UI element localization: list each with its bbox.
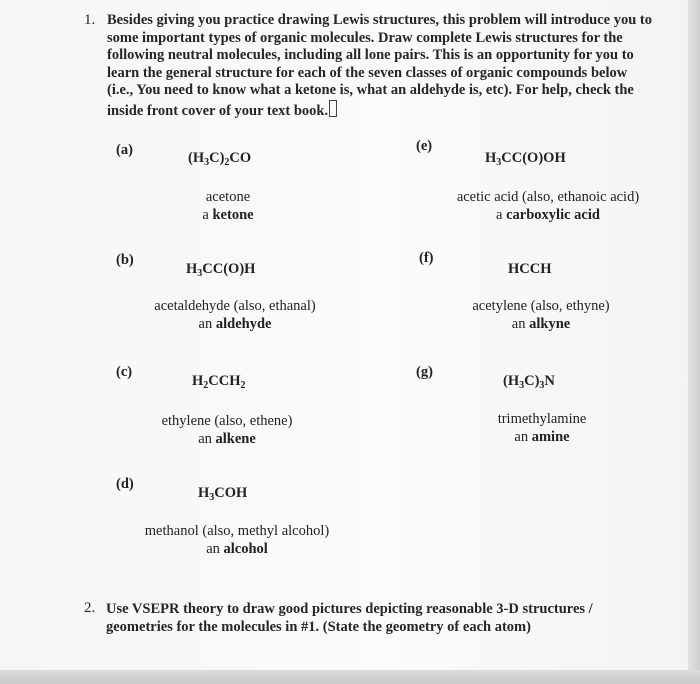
item-a-label: (a) (116, 142, 133, 158)
item-b-name: acetaldehyde (also, ethanal) an aldehyde (154, 298, 316, 332)
item-f-name: acetylene (also, ethyne) an alkyne (472, 298, 610, 332)
item-d-label: (d) (116, 476, 134, 492)
page-edge-bottom (0, 670, 700, 684)
item-f-class: alkyne (529, 316, 571, 332)
item-c-formula: $H_2CCH_2$ (192, 373, 246, 391)
item-c-name: ethylene (also, ethene) an alkene (161, 413, 293, 447)
item-f-formula: HCCH (508, 261, 552, 277)
item-g-name: trimethylamine an amine (497, 411, 587, 445)
item-d-class: alcohol (223, 541, 268, 557)
question-1-number: 1. (84, 12, 96, 28)
item-c-label: (c) (116, 364, 133, 380)
item-a-formula: $(H_3C)_2CO$ (188, 150, 252, 168)
item-a-class: ketone (212, 207, 254, 223)
item-e-name: acetic acid (also, ethanoic acid) a carboxylic acid (456, 189, 640, 223)
text-cursor-box (329, 100, 337, 117)
page-edge-right (688, 0, 700, 684)
question-2-text: Use VSEPR theory to draw good pictures depicting reasonable 3-D structures / geometries for the molecules in #1. (State the geometry of each atom) (106, 601, 593, 635)
item-e-formula: $H_3CC(O)OH$ (485, 150, 566, 168)
item-f-label: (f) (419, 250, 434, 266)
item-g-formula: $(H_3C)_3N$ (503, 373, 555, 391)
item-e-class: carboxylic acid (506, 207, 600, 223)
question-1-body: Besides giving you practice drawing Lewis structures, this problem will introduce you to some important types of organic molecules. Draw complete Lewis structures for the following neutral molecules, including all lone pairs. This is an opportunity for you to learn the general structure for each of the seven classes of organic compounds below (i.e., You need to know what a ketone is, what an aldehyde is, etc). For help, check the inside front cover of your text book. (107, 12, 652, 119)
item-b-label: (b) (116, 252, 134, 268)
question-1-text (107, 12, 652, 121)
item-c-class: alkene (215, 431, 256, 447)
item-d-name: methanol (also, methyl alcohol) an alcohol (144, 523, 330, 557)
item-d-formula: $H_3COH$ (198, 485, 248, 503)
question-2-number: 2. (84, 600, 96, 616)
item-b-formula: $H_3CC(O)H$ (186, 261, 256, 279)
item-e-label: (e) (416, 138, 433, 154)
item-g-class: amine (531, 429, 570, 445)
item-b-class: aldehyde (215, 316, 272, 332)
item-g-label: (g) (416, 364, 433, 380)
item-a-name: acetone a ketone (202, 189, 254, 223)
